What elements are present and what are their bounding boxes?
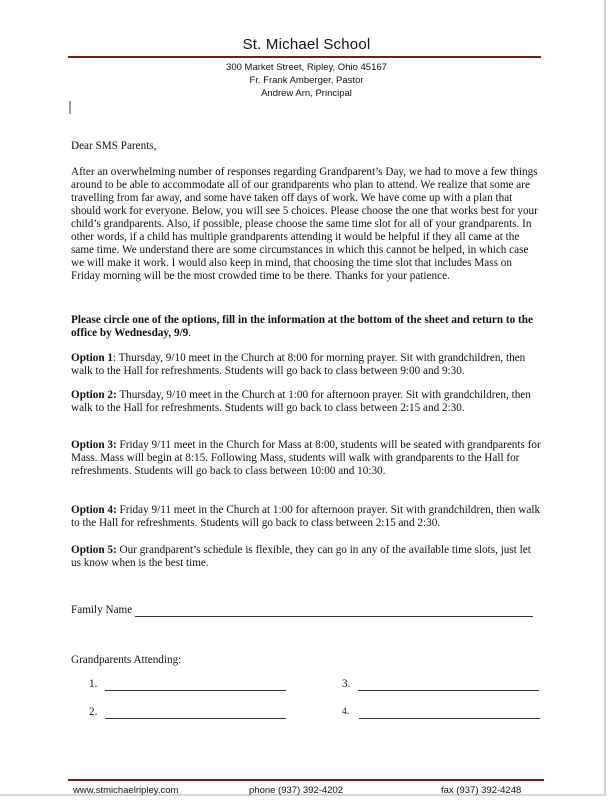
option-4-text: Friday 9/11 meet in the Church at 1:00 for afternoon prayer. Sit with grandchildren, then walk to the Hall for refreshments. Students will go back to class between 2:15 and 2:30. xyxy=(71,504,541,529)
option-1-text: Thursday, 9/10 meet in the Church at 8:00 for morning prayer. Sit with grandchildren, then walk to the Hall for refreshments. Students will go back to class between 9:00 and 9:30. xyxy=(71,352,526,377)
option-5-label: Option 5: xyxy=(71,544,117,556)
option-4-label: Option 4: xyxy=(71,504,117,516)
footer-website[interactable]: www.stmichaelripley.com xyxy=(73,785,179,796)
principal-line: Andrew Arn, Principal xyxy=(261,88,352,99)
family-name-label: Family Name xyxy=(71,604,133,616)
footer-fax: fax (937) 392-4248 xyxy=(441,785,522,796)
school-name: St. Michael School xyxy=(242,36,371,53)
option-5-text: Our grandparent’s schedule is flexible, they can go in any of the available time slots, just let us know when is the best time. xyxy=(71,544,531,569)
option-4[interactable] xyxy=(71,504,543,530)
option-2-text: Thursday, 9/10 meet in the Church at 1:00 for afternoon prayer. Sit with grandchildren, then walk to the Hall for refreshments. Students will go back to class between 2:15 and 2:30. xyxy=(71,389,531,414)
grandparents-label: Grandparents Attending: xyxy=(71,654,182,666)
option-1-label: Option 1 xyxy=(71,352,113,364)
instruction-period: . xyxy=(188,327,192,339)
option-1[interactable] xyxy=(71,352,543,378)
slot-2-field[interactable] xyxy=(105,707,286,719)
footer-rule xyxy=(68,779,544,781)
option-2[interactable] xyxy=(71,389,543,415)
slot-3-field[interactable] xyxy=(358,679,539,691)
option-3-label: Option 3: xyxy=(71,439,117,451)
slot-1-number: 1. xyxy=(89,678,98,690)
intro-paragraph: After an overwhelming number of responses regarding Grandparent’s Day, we had to move a few things around to be able to accommodate all of our grandparents who plan to attend. We realize that some are travelling from far away, and some have taken off days of work. We have come up with a plan that should work for everyone. Below, you will see 5 choices. Please choose the one that works best for your child’s grandparents. Also, if possible, please choose the same time slot for all of your grandparents. In other words, if a child has multiple grandparents attending it would be helpful if they all came at the same time. We understand there are some circumstances in which this cannot be helped, in which case we will make it work. I would also keep in mind, that choosing the time slot that includes Mass on Friday morning will be the most crowded time to be there. Thanks for your patience. xyxy=(71,166,538,282)
slot-4-row xyxy=(342,706,552,719)
header-rule xyxy=(68,56,541,58)
option-3-text: Friday 9/11 meet in the Church for Mass at 8:00, students will be seated with grandparents for Mass. Mass will begin at 8:15. Following Mass, students will walk with grandparents to the Hall for refreshments. Students will go back to class between 10:00 and 10:30. xyxy=(71,439,541,477)
slot-4-field[interactable] xyxy=(359,707,540,719)
footer-phone: phone (937) 392-4202 xyxy=(249,785,344,796)
family-name-field[interactable] xyxy=(135,605,533,617)
slot-4-number: 4. xyxy=(342,707,350,717)
instruction-text: Please circle one of the options, fill in the information at the bottom of the sheet and return to the office by Wednesday, 9/9 xyxy=(71,314,533,339)
slot-2-row xyxy=(89,706,299,719)
family-name-row xyxy=(71,604,551,617)
slot-1-field[interactable] xyxy=(105,679,286,691)
option-3[interactable] xyxy=(71,439,543,478)
pastor-line: Fr. Frank Amberger, Pastor xyxy=(249,75,364,86)
instruction-paragraph xyxy=(71,314,543,340)
letterhead xyxy=(0,36,613,53)
slot-1-row xyxy=(89,678,299,691)
option-1-sep: : xyxy=(112,352,119,364)
slot-3-number: 3. xyxy=(342,678,351,690)
slot-3-row xyxy=(342,678,552,691)
option-2-label: Option 2: xyxy=(71,389,117,401)
option-5[interactable] xyxy=(71,544,543,570)
school-address: 300 Market Street, Ripley, Ohio 45167 xyxy=(226,62,387,73)
greeting: Dear SMS Parents, xyxy=(71,140,157,152)
slot-2-number: 2. xyxy=(89,706,98,718)
text-cursor xyxy=(69,101,71,114)
